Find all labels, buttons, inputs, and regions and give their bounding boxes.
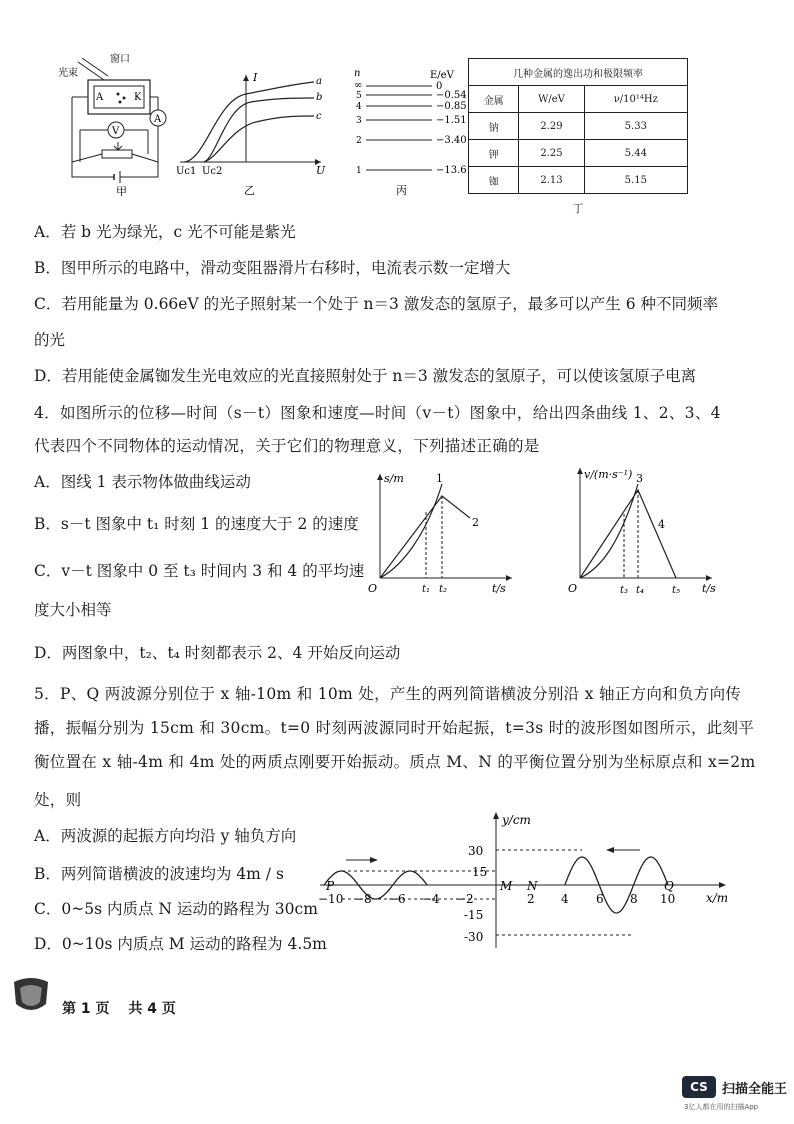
svg-text:n: n (354, 68, 361, 79)
svg-text:t₃: t₃ (620, 585, 629, 596)
school-emblem-icon (8, 974, 54, 1018)
q5-wave-graph (316, 810, 732, 952)
figure-bing-energy-levels (352, 62, 472, 198)
svg-text:-15: -15 (464, 908, 484, 922)
curve-b (204, 98, 314, 162)
figure-jia-circuit (58, 50, 178, 198)
svg-text:3: 3 (636, 472, 643, 485)
svg-text:I: I (253, 71, 258, 84)
svg-text:s/m: s/m (384, 472, 404, 485)
q3-option-b: B．图甲所示的电路中，滑动变阻器滑片右移时，电流表示数一定增大 (34, 259, 511, 277)
svg-text:b: b (316, 92, 323, 103)
figure-yi-iu-graph (176, 70, 326, 200)
svg-text:2: 2 (356, 136, 362, 146)
svg-text:c: c (316, 111, 322, 122)
curve-1 (380, 484, 442, 578)
curve-c (204, 116, 314, 162)
svg-text:t/s: t/s (702, 582, 716, 595)
energy-level (354, 80, 442, 92)
light-label: 光束 (58, 68, 78, 79)
app-slogan: 3亿人都在用的扫描App (684, 1103, 759, 1111)
q5-stem-cont: 播，振幅分别为 15cm 和 30cm。t=0 时刻两波源同时开始起振，t=3s 时的波形图如图所示，此刻平 (34, 719, 755, 737)
camscanner-logo-icon: CS (682, 1076, 716, 1098)
figure-label-jia: 甲 (116, 185, 127, 198)
svg-text:2: 2 (472, 516, 479, 529)
q3-option-a: A．若 b 光为绿光，c 光不可能是紫光 (34, 223, 296, 241)
svg-text:P: P (326, 879, 335, 893)
q4-option-c: C．v－t 图象中 0 至 t₃ 时间内 3 和 4 的平均速 (34, 562, 365, 580)
figure-label-bing: 丙 (396, 184, 407, 197)
q5-option-c: C．0~5s 内质点 N 运动的路程为 30cm (34, 900, 318, 918)
svg-text:1: 1 (436, 472, 443, 485)
svg-text:E/eV: E/eV (430, 70, 454, 81)
svg-text:0: 0 (436, 81, 443, 92)
table-title: 几种金属的逸出功和极限频率 (469, 59, 688, 86)
svg-text:y/cm: y/cm (502, 813, 531, 827)
figure-ding-table (468, 58, 688, 216)
svg-text:∞: ∞ (354, 80, 363, 91)
window-label: 窗口 (110, 54, 130, 65)
curve-4 (580, 490, 676, 578)
table-header: W/eV (519, 86, 584, 113)
svg-text:v/(m·s⁻¹): v/(m·s⁻¹) (584, 468, 633, 481)
svg-text:1: 1 (356, 166, 362, 176)
svg-text:5: 5 (356, 91, 362, 101)
svg-text:O: O (368, 582, 378, 595)
table-row: 钠 2.29 5.33 (469, 113, 688, 140)
energy-level (356, 101, 467, 112)
q3-option-d: D．若用能使金属铷发生光电效应的光直接照射处于 n＝3 激发态的氢原子，可以使该氢原子电离 (34, 367, 697, 385)
svg-text:4: 4 (658, 518, 665, 531)
curve-a (184, 82, 314, 162)
q4-option-a: A．图线 1 表示物体做曲线运动 (34, 473, 251, 491)
q4-stem-cont: 代表四个不同物体的运动情况，关于它们的物理意义，下列描述正确的是 (34, 437, 540, 455)
svg-text:−0.85: −0.85 (436, 101, 467, 112)
svg-text:−6: −6 (388, 892, 406, 906)
q3-option-c-cont: 的光 (34, 331, 66, 349)
energy-level (356, 165, 467, 176)
app-name: 扫描全能王 (722, 1082, 788, 1097)
svg-text:15: 15 (472, 865, 488, 879)
svg-text:t₅: t₅ (672, 585, 681, 596)
svg-text:8: 8 (630, 892, 638, 906)
svg-text:4: 4 (356, 102, 362, 112)
svg-text:−0.54: −0.54 (436, 90, 467, 101)
svg-text:−10: −10 (318, 892, 344, 906)
svg-text:N: N (527, 879, 538, 893)
svg-text:M: M (500, 879, 513, 893)
svg-text:V: V (112, 126, 120, 137)
svg-text:t₂: t₂ (439, 584, 448, 595)
svg-text:−8: −8 (354, 892, 372, 906)
anode-label: A (96, 92, 104, 103)
table-row: 钾 2.25 5.44 (469, 140, 688, 167)
svg-text:U: U (316, 164, 326, 177)
q4-option-d: D．两图象中，t₂、t₄ 时刻都表示 2、4 开始反向运动 (34, 644, 401, 662)
q3-option-c: C．若用能量为 0.66eV 的光子照射某一个处于 n＝3 激发态的氢原子，最多可以产生 6 种不同频率 (34, 295, 719, 313)
q5-stem: 5．P、Q 两波源分别位于 x 轴-10m 和 10m 处，产生的两列简谐横波分别沿 x 轴正方向和负方向传 (34, 685, 742, 703)
svg-text:A: A (154, 114, 162, 125)
svg-text:4: 4 (561, 892, 569, 906)
energy-level (356, 90, 467, 101)
figure-label-ding: 丁 (572, 202, 584, 215)
svg-text:−2: −2 (456, 892, 474, 906)
svg-text:−4: −4 (422, 892, 440, 906)
svg-text:Uc2: Uc2 (202, 166, 223, 177)
curve-2 (380, 496, 470, 578)
figure-label-yi: 乙 (244, 184, 255, 197)
svg-text:3: 3 (356, 116, 362, 126)
q5-stem-cont: 处，则 (34, 791, 82, 809)
q5-option-b: B．两列简谐横波的波速均为 4m / s (34, 865, 284, 883)
table-header: ν/10¹⁴Hz (584, 86, 687, 113)
q4-stem: 4．如图所示的位移—时间（s－t）图象和速度—时间（v－t）图象中，给出四条曲线 1、2、3、4 (34, 404, 721, 422)
svg-text:t/s: t/s (492, 582, 506, 595)
svg-text:x/m: x/m (706, 891, 729, 905)
svg-text:-30: -30 (464, 930, 484, 944)
svg-text:−3.40: −3.40 (436, 135, 467, 146)
left-arrow-icon (606, 847, 614, 853)
cathode-label: K (134, 92, 142, 103)
q5-option-a: A．两波源的起振方向均沿 y 轴负方向 (34, 827, 297, 845)
svg-text:Q: Q (664, 879, 674, 893)
rheostat (102, 150, 132, 158)
q4-st-graph (362, 466, 522, 604)
q5-stem-cont: 衡位置在 x 轴-4m 和 4m 处的两质点刚要开始振动。质点 M、N 的平衡位置分别为坐标原点和 x=2m (34, 753, 756, 771)
svg-text:−13.6: −13.6 (436, 165, 467, 176)
energy-level (356, 135, 467, 146)
q4-vt-graph (562, 462, 732, 604)
table-header: 金属 (469, 86, 519, 113)
table-row: 铷 2.13 5.15 (469, 167, 688, 194)
q5-option-d: D．0~10s 内质点 M 运动的路程为 4.5m (34, 935, 327, 953)
energy-level (356, 115, 467, 126)
svg-text:t₁: t₁ (422, 584, 431, 595)
page-number: 第 1 页 共 4 页 (62, 1001, 176, 1017)
svg-text:a: a (316, 76, 322, 87)
right-arrow-icon (370, 857, 378, 863)
q4-option-c-cont: 度大小相等 (34, 601, 112, 619)
svg-text:30: 30 (468, 844, 484, 858)
q4-option-b: B．s－t 图象中 t₁ 时刻 1 的速度大于 2 的速度 (34, 515, 359, 533)
svg-text:Uc1: Uc1 (176, 166, 197, 177)
svg-text:6: 6 (596, 892, 604, 906)
svg-text:t₄: t₄ (636, 585, 645, 596)
svg-text:−1.51: −1.51 (436, 115, 467, 126)
svg-text:2: 2 (527, 892, 535, 906)
svg-text:O: O (568, 582, 578, 595)
svg-text:10: 10 (660, 892, 676, 906)
